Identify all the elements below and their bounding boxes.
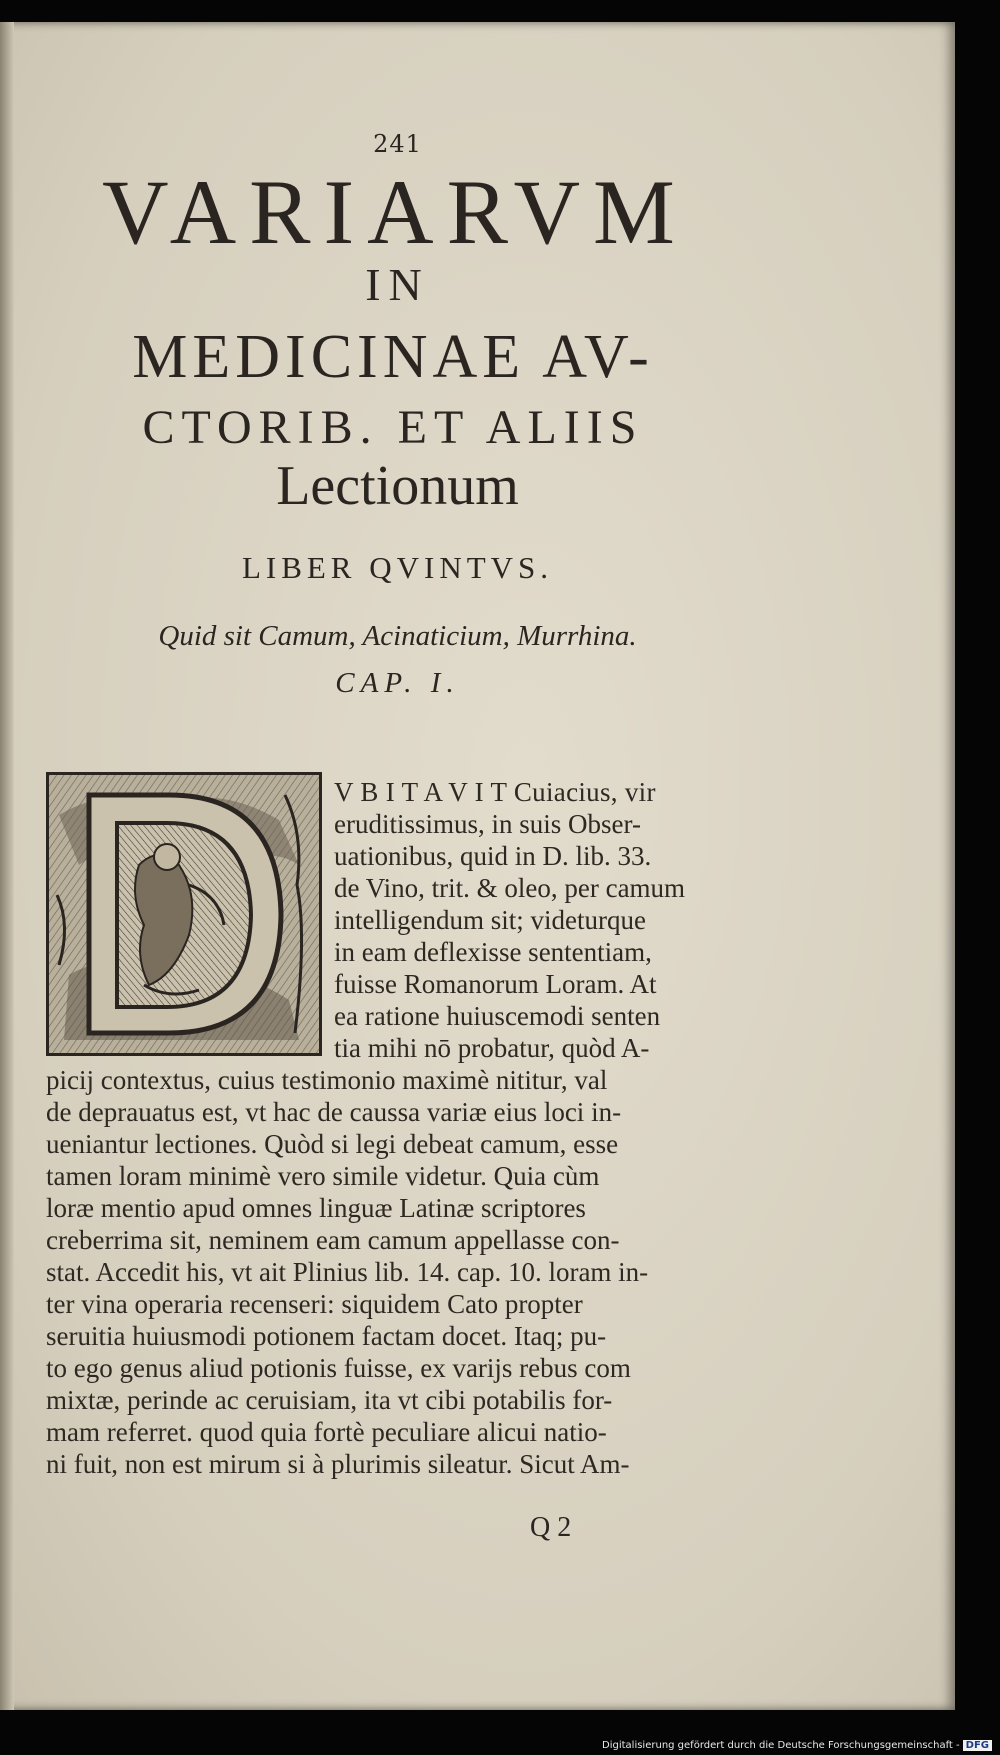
title-line-4: CTORIB. ET ALIIS xyxy=(142,401,644,454)
title-line-1: VARIARVM xyxy=(102,161,688,263)
body-line-9: tia mihi nō probatur, quòd A- xyxy=(334,1033,650,1063)
body-line-21: mam referret. quod quia fortè peculiare alicui natio- xyxy=(46,1417,607,1447)
chapter-heading: Quid sit Camum, Acinaticium, Murrhina. xyxy=(158,620,637,652)
body-line-14: loræ mentio apud omnes linguæ Latinæ scriptores xyxy=(46,1193,586,1223)
body-line-16: stat. Accedit his, vt ait Plinius lib. 14. cap. 10. loram in- xyxy=(46,1257,649,1287)
digitization-footer xyxy=(602,1740,992,1751)
body-line-7: fuisse Romanorum Loram. At xyxy=(334,969,657,999)
page-number: 241 xyxy=(373,130,422,158)
body-line-22: ni fuit, non est mirum si à plurimis sileatur. Sicut Am- xyxy=(46,1449,630,1479)
body-line-8: ea ratione huiuscemodi senten xyxy=(334,1001,661,1031)
signature-mark: Q 2 xyxy=(530,1512,572,1543)
woodcut-initial-d-icon xyxy=(46,772,322,1056)
footer-text: Digitalisierung gefördert durch die Deutsche Forschungsgemeinschaft - xyxy=(602,1740,960,1751)
dfg-logo-icon: DFG xyxy=(963,1740,992,1751)
body-line-2: eruditissimus, in suis Obser- xyxy=(334,809,641,839)
body-line-18: seruitia huiusmodi potionem factam docet. Itaq; pu- xyxy=(46,1321,607,1351)
body-line-20: mixtæ, perinde ac ceruisiam, ita vt cibi potabilis for- xyxy=(46,1385,613,1415)
body-line-12: ueniantur lectiones. Quòd si legi debeat camum, esse xyxy=(46,1129,619,1159)
chapter-number: CAP. I. xyxy=(335,667,460,699)
title-line-2: IN xyxy=(365,259,430,310)
body-line-15: creberrima sit, neminem eam camum appellasse con- xyxy=(46,1225,620,1255)
body-line-5: intelligendum sit; videturque xyxy=(334,905,646,935)
title-line-5: Lectionum xyxy=(276,455,519,517)
title-line-3: MEDICINAE AV- xyxy=(132,323,654,391)
body-line-10: picij contextus, cuius testimonio maximè nititur, val xyxy=(46,1065,608,1095)
body-line-3: uationibus, quid in D. lib. 33. xyxy=(334,841,652,871)
body-line-4: de Vino, trit. & oleo, per camum xyxy=(334,873,686,903)
book-heading: LIBER QVINTVS. xyxy=(241,550,554,585)
body-line-17: ter vina operaria recenseri: siquidem Cato propter xyxy=(46,1289,583,1319)
body-line-11: de deprauatus est, vt hac de caussa variæ eius loci in- xyxy=(46,1097,622,1127)
body-line-1: V B I T A V I T Cuiacius, vir xyxy=(334,777,656,807)
body-line-19: to ego genus aliud potionis fuisse, ex varijs rebus com xyxy=(46,1353,631,1383)
body-line-6: in eam deflexisse sententiam, xyxy=(334,937,652,967)
book-page xyxy=(0,22,955,1710)
woodcut-initial-d-svg xyxy=(49,775,319,1053)
body-line-13: tamen loram minimè vero simile videtur. Quia cùm xyxy=(46,1161,600,1191)
